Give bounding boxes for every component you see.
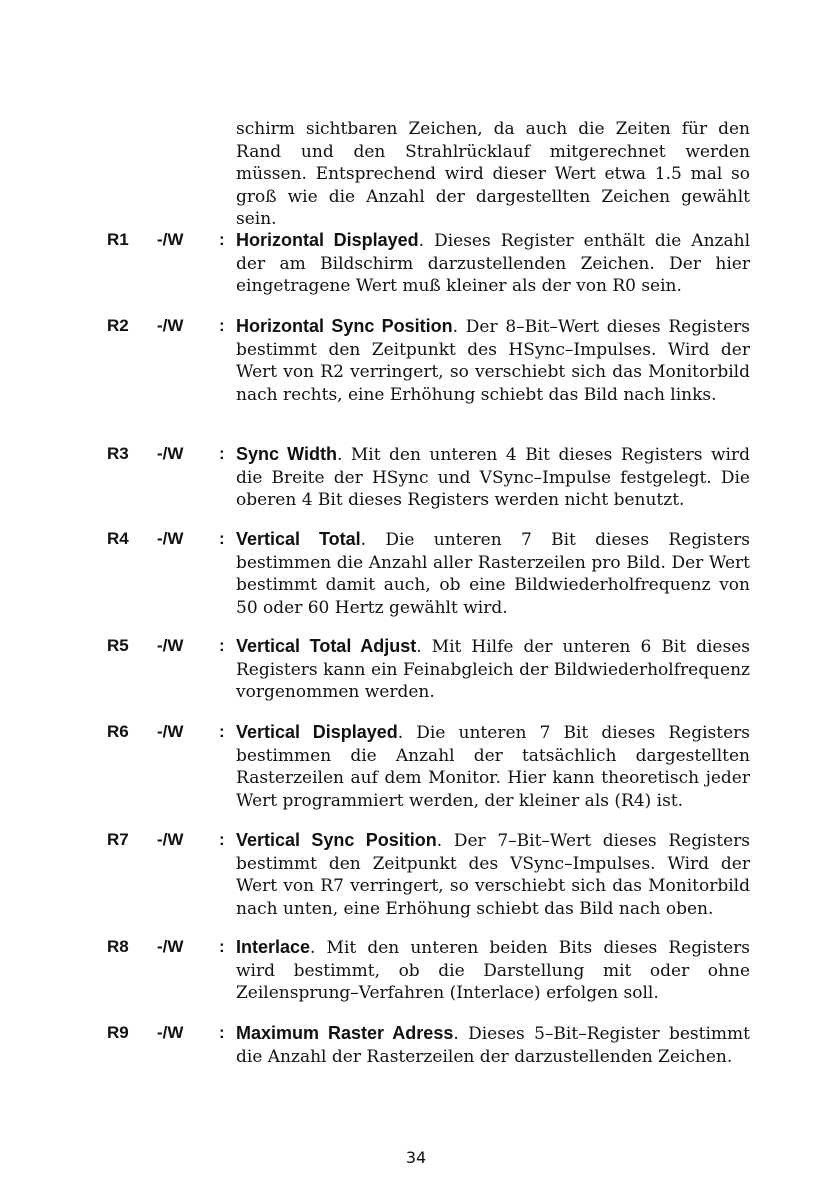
register-name: R2 bbox=[107, 316, 129, 335]
register-title: Vertical Total bbox=[236, 529, 361, 549]
register-name: R9 bbox=[107, 1023, 129, 1042]
register-text: . Dieses Register enthält die Anzahl der am Bildschirm darzustellenden Zeichen. Der hier eingetragene Wert muß kleiner als der von R0 sein. bbox=[236, 231, 750, 296]
register-name: R8 bbox=[107, 937, 129, 956]
register-colon: : bbox=[219, 529, 225, 548]
register-colon: : bbox=[219, 316, 225, 335]
register-access: -/W bbox=[157, 722, 184, 741]
register-access: -/W bbox=[157, 830, 184, 849]
intro-paragraph: schirm sichtbaren Zeichen, da auch die Zeiten für den Rand und den Strahlrücklauf mitgerechnet werden müssen. Entsprechend wird dieser Wert etwa 1.5 mal so groß wie die Anzahl der dargestellten Zeichen gewählt sein. bbox=[236, 119, 750, 229]
register-title: Horizontal Sync Position bbox=[236, 316, 453, 336]
register-text: . Der 8–Bit–Wert dieses Registers bestimmt den Zeitpunkt des HSync–Impulses. Wird der Wert von R2 verringert, so verschiebt sich das Monitorbild nach rechts, eine Erhöhung schiebt das Bild nach links. bbox=[236, 317, 750, 405]
register-description bbox=[236, 829, 750, 920]
register-access: -/W bbox=[157, 316, 184, 335]
register-title: Vertical Total Adjust bbox=[236, 636, 417, 656]
register-description bbox=[236, 315, 750, 406]
register-text: . Der 7–Bit–Wert dieses Registers bestimmt den Zeitpunkt des VSync–Impulses. Wird der Wert von R7 verringert, so verschiebt sich das Monitorbild nach unten, eine Erhöhung schiebt das Bild nach oben. bbox=[236, 831, 750, 919]
register-colon: : bbox=[219, 230, 225, 249]
register-name: R7 bbox=[107, 830, 129, 849]
register-name: R5 bbox=[107, 636, 129, 655]
register-access: -/W bbox=[157, 636, 184, 655]
register-title: Maximum Raster Adress bbox=[236, 1023, 454, 1043]
register-access: -/W bbox=[157, 230, 184, 249]
register-description bbox=[236, 936, 750, 1005]
register-name: R1 bbox=[107, 230, 129, 249]
register-text: . Dieses 5–Bit–Register bestimmt die Anzahl der Rasterzeilen der darzustellenden Zeichen. bbox=[236, 1024, 750, 1067]
register-access: -/W bbox=[157, 529, 184, 548]
register-description bbox=[236, 443, 750, 512]
register-text: . Die unteren 7 Bit dieses Registers bestimmen die Anzahl der tatsächlich dargestellten Rasterzeilen auf dem Monitor. Hier kann theoretisch jeder Wert programmiert werden, der kleiner als (R4) ist. bbox=[236, 723, 750, 811]
register-colon: : bbox=[219, 636, 225, 655]
register-description bbox=[236, 635, 750, 704]
register-title: Sync Width bbox=[236, 444, 337, 464]
register-colon: : bbox=[219, 444, 225, 463]
register-colon: : bbox=[219, 1023, 225, 1042]
register-text: . Mit den unteren beiden Bits dieses Registers wird bestimmt, ob die Darstellung mit oder ohne Zeilensprung–Verfahren (Interlace) erfolgen soll. bbox=[236, 938, 750, 1003]
register-access: -/W bbox=[157, 444, 184, 463]
register-name: R4 bbox=[107, 529, 129, 548]
register-title: Vertical Displayed bbox=[236, 722, 398, 742]
register-colon: : bbox=[219, 722, 225, 741]
register-description bbox=[236, 229, 750, 298]
register-title: Horizontal Displayed bbox=[236, 230, 419, 250]
register-description bbox=[236, 528, 750, 619]
register-colon: : bbox=[219, 830, 225, 849]
register-title: Vertical Sync Position bbox=[236, 830, 437, 850]
register-text: . Mit den unteren 4 Bit dieses Registers wird die Breite der HSync und VSync–Impulse festgelegt. Die oberen 4 Bit dieses Registers werden nicht benutzt. bbox=[236, 445, 750, 510]
register-text: . Die unteren 7 Bit dieses Registers bestimmen die Anzahl aller Rasterzeilen pro Bild. Der Wert bestimmt damit auch, ob eine Bildwiederholfrequenz von 50 oder 60 Hertz gewählt wird. bbox=[236, 530, 750, 618]
register-name: R6 bbox=[107, 722, 129, 741]
register-description bbox=[236, 1022, 750, 1068]
register-text: . Mit Hilfe der unteren 6 Bit dieses Registers kann ein Feinabgleich der Bildwiederholfrequenz vorgenommen werden. bbox=[236, 637, 750, 702]
register-title: Interlace bbox=[236, 937, 311, 957]
register-access: -/W bbox=[157, 937, 184, 956]
register-name: R3 bbox=[107, 444, 129, 463]
register-access: -/W bbox=[157, 1023, 184, 1042]
page-number: 34 bbox=[405, 1148, 427, 1167]
register-description bbox=[236, 721, 750, 812]
register-colon: : bbox=[219, 937, 225, 956]
